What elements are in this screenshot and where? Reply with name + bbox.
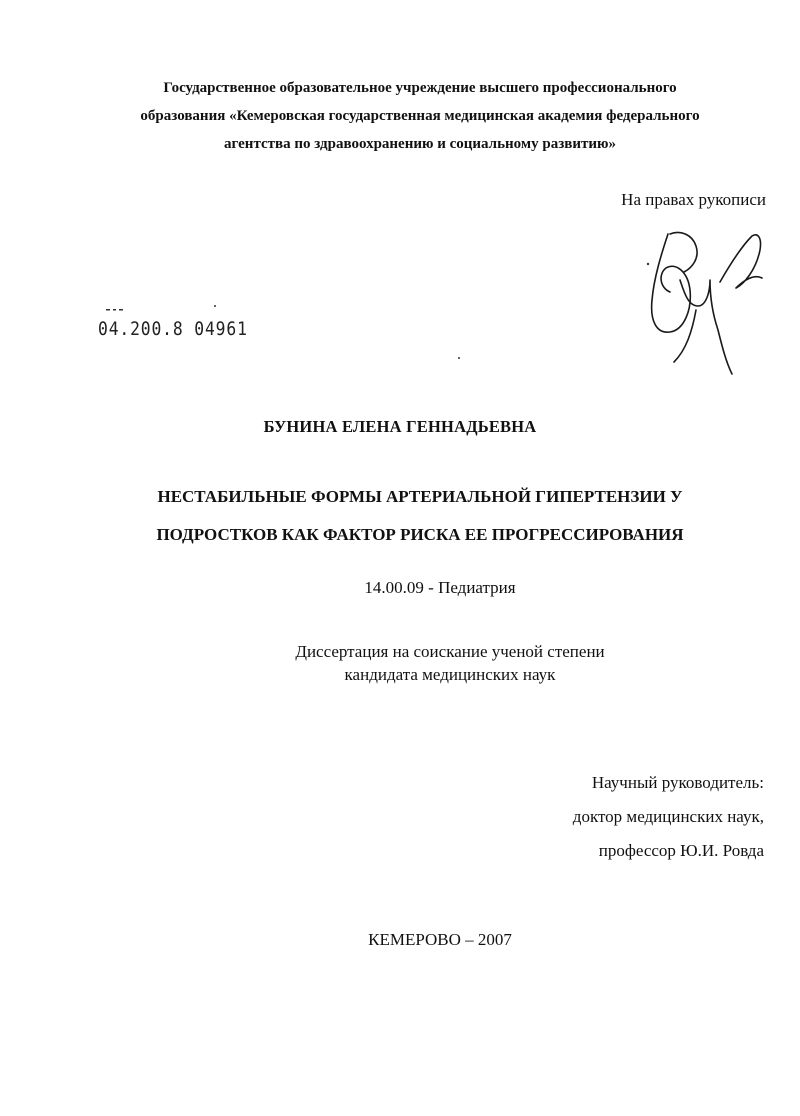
- institution-line-2: образования «Кемеровская государственная медицинская академия федерального: [140, 108, 700, 124]
- stamp-dots: [104, 306, 134, 314]
- specialty-code: 14.00.09 - Педиатрия: [364, 578, 516, 597]
- title-line-1: НЕСТАБИЛЬНЫЕ ФОРМЫ АРТЕРИАЛЬНОЙ ГИПЕРТЕНЗИИ У: [157, 487, 683, 506]
- manuscript-note: На правах рукописи: [621, 190, 766, 209]
- dissertation-title: [100, 478, 740, 554]
- scientific-advisor: [573, 766, 764, 868]
- advisor-degree: доктор медицинских наук,: [572, 807, 764, 826]
- handwritten-signature: [640, 222, 770, 382]
- city-year: КЕМЕРОВО – 2007: [368, 930, 512, 949]
- institution-line-1: Государственное образовательное учреждение высшего профессионального: [163, 80, 677, 96]
- advisor-name: профессор Ю.И. Ровда: [598, 841, 764, 860]
- archive-stamp-number: 04.200.8 04961: [98, 318, 248, 340]
- advisor-label: Научный руководитель:: [591, 773, 764, 792]
- institution-header: [110, 74, 730, 158]
- degree-line-2: кандидата медицинских наук: [344, 665, 556, 684]
- degree-line-1: Диссертация на соискание ученой степени: [295, 642, 605, 661]
- title-line-2: ПОДРОСТКОВ КАК ФАКТОР РИСКА ЕЕ ПРОГРЕССИРОВАНИЯ: [156, 525, 684, 544]
- degree-statement: [170, 640, 730, 686]
- author-name: БУНИНА ЕЛЕНА ГЕННАДЬЕВНА: [263, 417, 537, 436]
- scan-speck: [458, 357, 460, 359]
- scan-speck: [214, 305, 216, 307]
- institution-line-3: агентства по здравоохранению и социальному развитию»: [224, 136, 616, 152]
